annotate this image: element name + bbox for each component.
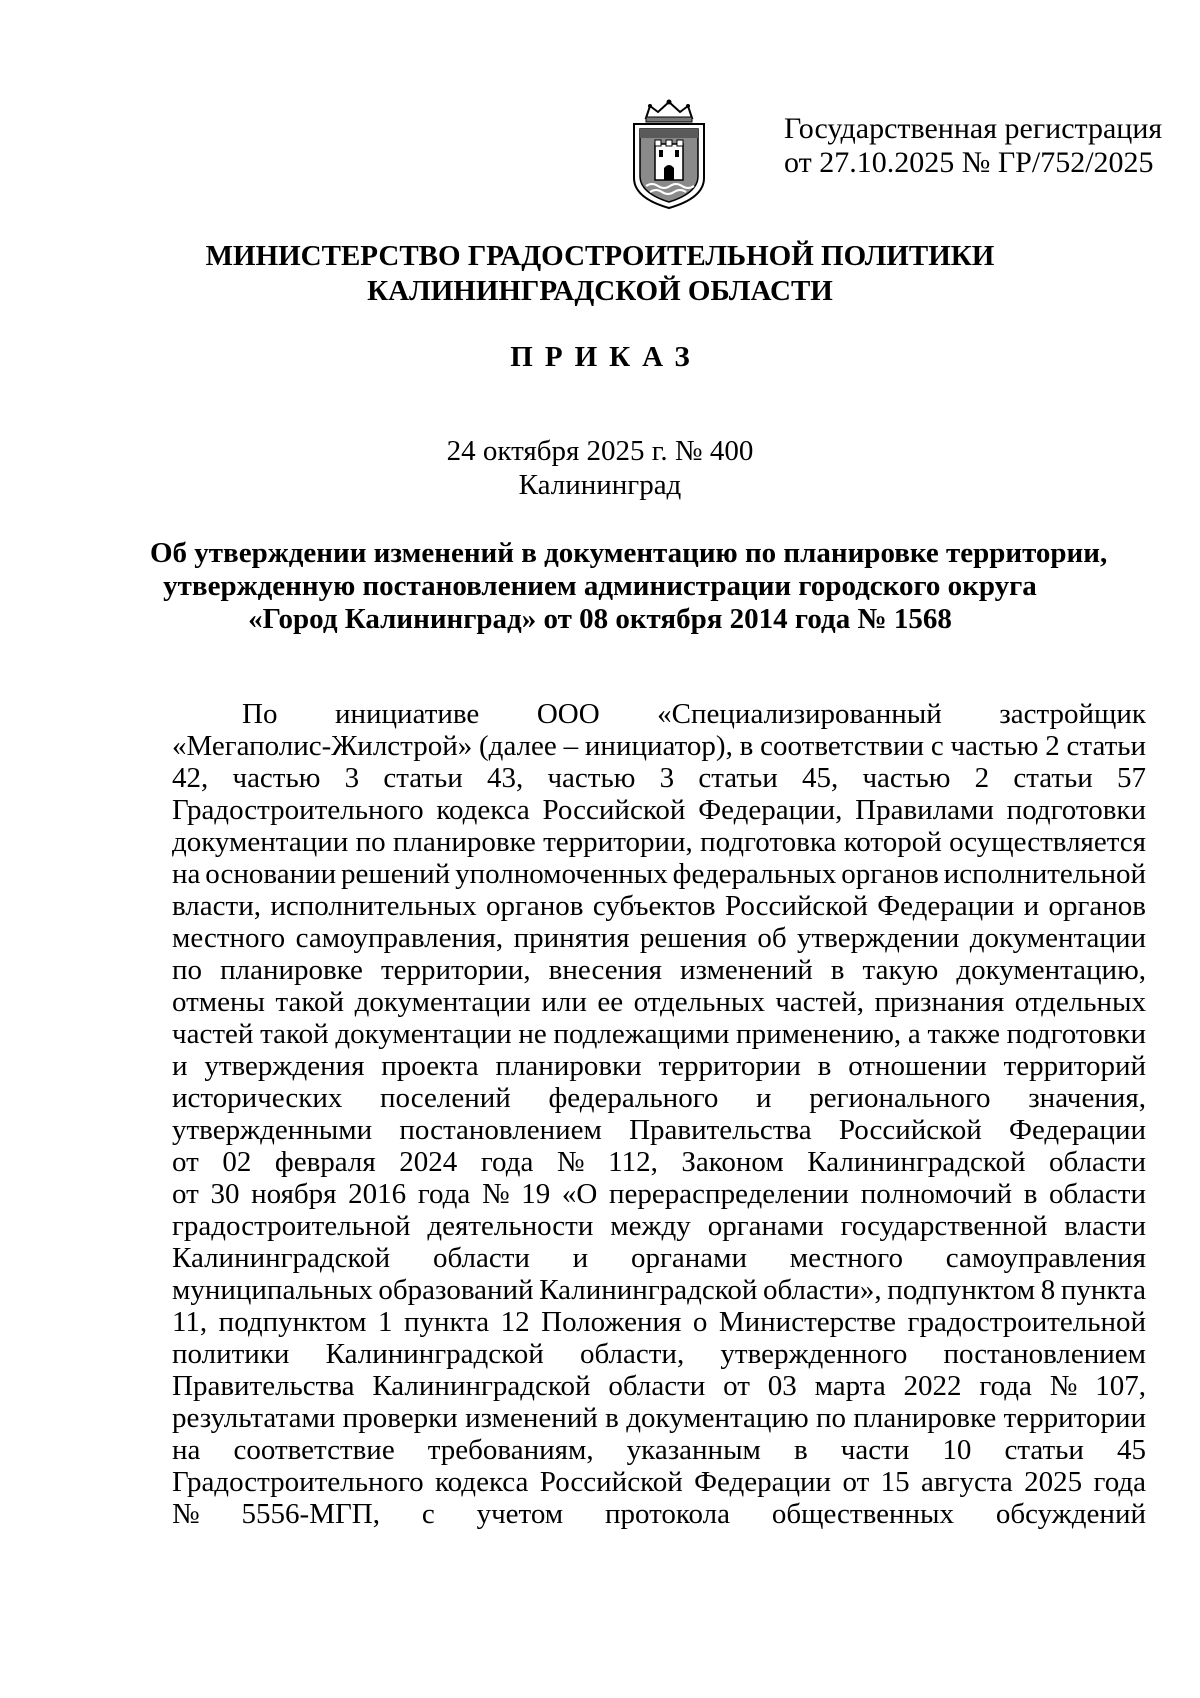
body-line: 42, частью 3 статьи 43, частью 3 статьи 45, частью 2 статьи 57 [172, 762, 1146, 794]
body-line: на соответствие требованиям, указанным в части 10 статьи 45 [172, 1434, 1146, 1466]
body-line: частей такой документации не подлежащими применению, а также подготовки [172, 1018, 1146, 1050]
body-line: Калининградской области и органами местного самоуправления [172, 1242, 1146, 1274]
body-line: «Мегаполис-Жилстрой» (далее – инициатор), в соответствии с частью 2 статьи [172, 730, 1146, 762]
body-line: от 30 ноября 2016 года № 19 «О перераспределении полномочий в области [172, 1178, 1146, 1210]
registration-number: от 27.10.2025 № ГР/752/2025 [784, 146, 1154, 179]
body-line: политики Калининградской области, утвержденного постановлением [172, 1338, 1146, 1370]
document-type-heading: ПРИКАЗ [510, 341, 702, 373]
body-line: местного самоуправления, принятия решения об утверждении документации [172, 922, 1146, 954]
ministry-title-line-1: МИНИСТЕРСТВО ГРАДОСТРОИТЕЛЬНОЙ ПОЛИТИКИ [205, 240, 995, 272]
subject-line-2: утвержденную постановлением администрации городского округа [163, 570, 1037, 602]
body-line: По инициативе ООО «Специализированный застройщик [242, 698, 1146, 730]
body-line: Градостроительного кодекса Российской Федерации, Правилами подготовки [172, 794, 1146, 826]
date-and-number [0, 434, 1200, 502]
ministry-title [0, 239, 1200, 309]
body-line: Градостроительного кодекса Российской Федерации от 15 августа 2025 года [172, 1466, 1146, 1498]
body-line: утвержденными постановлением Правительства Российской Федерации [172, 1114, 1146, 1146]
kaliningrad-coat-of-arms-icon [624, 98, 714, 210]
body-line: документации по планировке территории, подготовка которой осуществляется [172, 826, 1146, 858]
order-city: Калининград [518, 469, 682, 501]
body-line: градостроительной деятельности между органами государственной власти [172, 1210, 1146, 1242]
body-line: исторических поселений федерального и регионального значения, [172, 1082, 1146, 1114]
body-line: от 02 февраля 2024 года № 112, Законом Калининградской области [172, 1146, 1146, 1178]
body-line: по планировке территории, внесения изменений в такую документацию, [172, 954, 1146, 986]
body-line: на основании решений уполномоченных федеральных органов исполнительной [172, 858, 1146, 890]
body-line: отмены такой документации или ее отдельных частей, признания отдельных [172, 986, 1146, 1018]
order-date-number: 24 октября 2025 г. № 400 [446, 435, 754, 467]
preamble-paragraph [172, 698, 1146, 1530]
body-line: результатами проверки изменений в документацию по планировке территории [172, 1402, 1146, 1434]
body-line: 11, подпунктом 1 пункта 12 Положения о Министерстве градостроительной [172, 1306, 1146, 1338]
body-line: власти, исполнительных органов субъектов Российской Федерации и органов [172, 890, 1146, 922]
ministry-title-line-2: КАЛИНИНГРАДСКОЙ ОБЛАСТИ [367, 275, 833, 307]
body-line: № 5556-МГП, с учетом протокола общественных обсуждений [172, 1498, 1146, 1530]
body-line: Правительства Калининградской области от 03 марта 2022 года № 107, [172, 1370, 1146, 1402]
order-subject [150, 537, 1108, 636]
registration-label: Государственная регистрация [784, 112, 1163, 145]
body-line: муниципальных образований Калининградской области», подпунктом 8 пункта [172, 1274, 1146, 1306]
subject-line-3: «Город Калининград» от 08 октября 2014 года № 1568 [248, 603, 952, 635]
body-line: и утверждения проекта планировки территории в отношении территорий [172, 1050, 1146, 1082]
subject-line-1: Об утверждении изменений в документацию по планировке территории, [150, 537, 1108, 569]
state-registration-stamp [784, 112, 1184, 180]
